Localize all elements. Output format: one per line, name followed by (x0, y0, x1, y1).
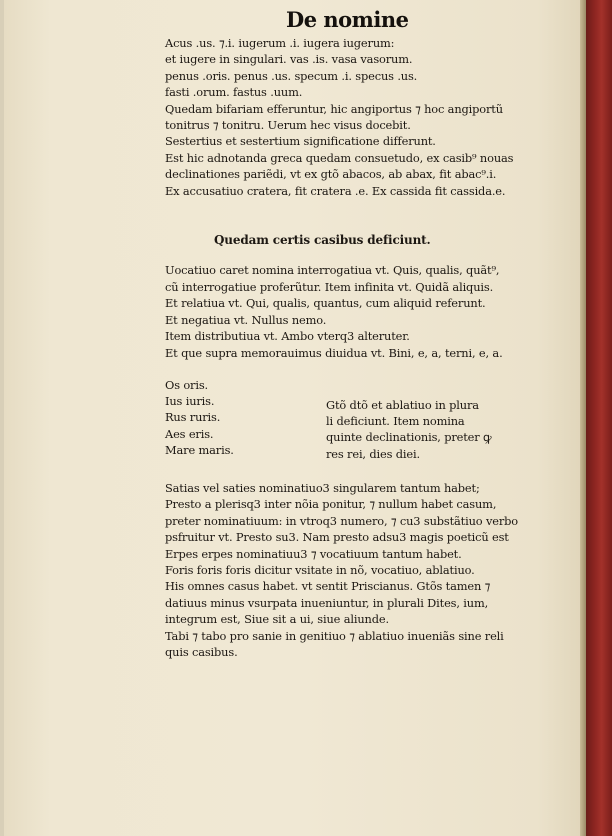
text-line: res rei, dies diei. (326, 446, 420, 461)
text-line: Item distributiua vt. Ambo vterq3 alteruter. (165, 329, 410, 344)
text-line: Aes eris. (165, 426, 214, 441)
text-line: tonitrus ⁊ tonitru. Uerum hec visus docebit. (165, 118, 411, 132)
text-line: Tabi ⁊ tabo pro sanie in genitiuo ⁊ ablatiuo inueniãs sine reli (165, 628, 504, 643)
text-line: psfruitur vt. Presto su3. Nam presto adsu3 magis poeticũ est (165, 530, 509, 545)
running-heading: De nomine (286, 7, 409, 32)
text-line: quinte declinationis, preter ꝙ (326, 430, 492, 445)
text-line: Ex accusatiuo cratera, fit cratera .e. Ex cassida fit cassida.e. (165, 183, 506, 198)
text-line: Foris foris foris dicitur vsitate in nõ, vocatiuo, ablatiuo. (165, 563, 475, 577)
text-line: preter nominatiuum: in vtroq3 numero, ⁊ cu3 substãtiuo verbo (165, 513, 518, 528)
text-line: declinationes pariẽdi, vt ex gtõ abacos, ab abax, fit abac⁹.i. (165, 167, 497, 182)
text-line: Et que supra memorauimus diuidua vt. Bini, e, a, terni, e, a. (165, 346, 503, 360)
section-title: Quedam certis casibus deficiunt. (214, 233, 431, 247)
text-line: Sestertius et sestertium significatione differunt. (165, 134, 436, 149)
text-line: Presto a plerisq3 inter nõia ponitur, ⁊ nullum habet casum, (165, 497, 497, 512)
text-line: Rus ruris. (165, 410, 221, 425)
text-line: quis casibus. (165, 645, 238, 659)
text-line: li deficiunt. Item nomina (326, 414, 465, 429)
text-line: Os oris. (165, 378, 209, 392)
text-line: His omnes casus habet. vt sentit Priscianus. Gtõs tamen ⁊ (165, 579, 491, 594)
text-line: Satias vel saties nominatiuo3 singularem tantum habet; (165, 481, 480, 495)
text-line: Mare maris. (165, 442, 234, 457)
text-line: cũ interrogatiue proferũtur. Item infinita vt. Quidã aliquis. (165, 279, 494, 294)
text-line: fasti .orum. fastus .uum. (165, 85, 303, 100)
text-line: Erpes erpes nominatiuu3 ⁊ vocatiuum tantum habet. (165, 546, 462, 561)
text-line: Uocatiuo caret nomina interrogatiua vt. Quis, qualis, quãt⁹, (165, 263, 500, 277)
text-line: Et negatiua vt. Nullus nemo. (165, 312, 327, 327)
text-line: datiuus minus vsurpata inueniuntur, in plurali Dites, ium, (165, 595, 489, 610)
text-line: Gtõ dtõ et ablatiuo in plura (326, 398, 479, 412)
text-line: penus .oris. penus .us. specum .i. specus .us. (165, 68, 418, 83)
text-line: Ius iuris. (165, 394, 215, 409)
text-line: Est hic adnotanda greca quedam consuetudo, ex casib⁹ nouas (165, 150, 514, 165)
book-page (4, 0, 584, 836)
book-binding (586, 0, 612, 836)
text-line: Et relatiua vt. Qui, qualis, quantus, cum aliquid referunt. (165, 296, 486, 311)
text-line: et iugere in singulari. vas .is. vasa vasorum. (165, 52, 413, 67)
text-line: Quedam bifariam efferuntur, hic angiportus ⁊ hoc angiportũ (165, 101, 503, 116)
text-line: integrum est, Siue sit a ui, siue aliunde. (165, 612, 389, 627)
text-line: Acus .us. ⁊.i. iugerum .i. iugera iugerum: (165, 36, 395, 50)
